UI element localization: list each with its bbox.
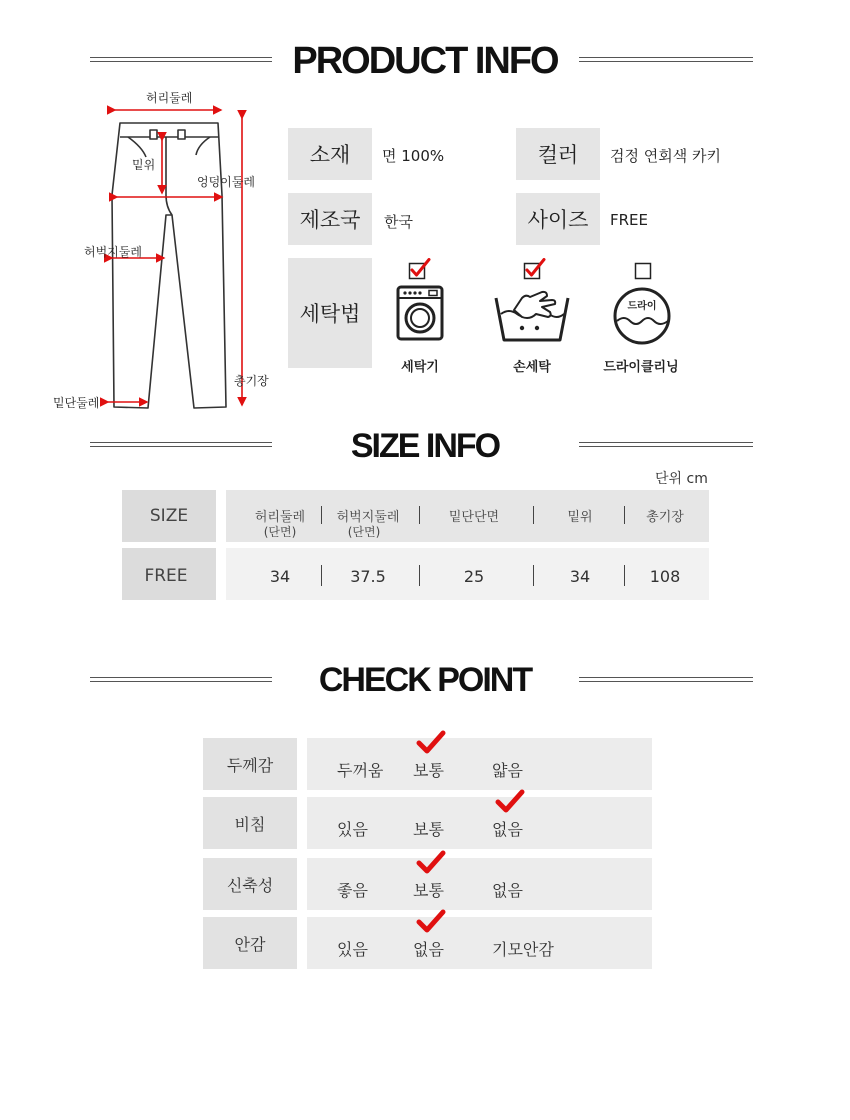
size-col-header: 밑위 bbox=[567, 510, 593, 525]
hand-wash-icon bbox=[492, 290, 572, 344]
col-separator bbox=[321, 565, 322, 586]
check-row-label: 두께감 bbox=[203, 738, 297, 790]
col-separator bbox=[533, 506, 534, 524]
col-separator bbox=[321, 506, 322, 524]
check-row-label: 신축성 bbox=[203, 858, 297, 910]
measure-thigh: 허벅지둘레 bbox=[84, 245, 142, 259]
size-value-cell: 34 bbox=[569, 567, 591, 586]
size-header-label: SIZE bbox=[149, 506, 189, 526]
dry-clean-icon-text: 드라이 bbox=[627, 301, 657, 312]
pants-diagram bbox=[0, 85, 290, 420]
check-option: 없음 bbox=[492, 820, 523, 839]
check-option: 보통 bbox=[413, 820, 444, 839]
size-col-header: 허벅지둘레 bbox=[336, 510, 400, 525]
check-option: 두꺼움 bbox=[337, 761, 384, 780]
field-label-origin: 제조국 bbox=[288, 193, 372, 245]
size-value-cell: 108 bbox=[649, 567, 681, 586]
check-mark-icon bbox=[416, 850, 446, 876]
checkbox-checked-icon bbox=[408, 258, 432, 280]
field-value-material: 면 100% bbox=[382, 147, 445, 165]
size-col-subheader: (단면) bbox=[347, 525, 381, 539]
checkbox-checked-icon bbox=[523, 258, 547, 280]
size-value-cell: 34 bbox=[269, 567, 291, 586]
check-option: 없음 bbox=[492, 881, 523, 900]
field-label-size: 사이즈 bbox=[516, 193, 600, 245]
care-item-label-handwash: 손세탁 bbox=[513, 360, 551, 375]
check-option: 기모안감 bbox=[492, 940, 554, 959]
size-col-subheader: (단면) bbox=[263, 525, 297, 539]
measure-waist: 허리둘레 bbox=[146, 91, 193, 105]
unit-label: 단위 cm bbox=[655, 471, 708, 487]
field-value-origin: 한국 bbox=[384, 213, 413, 231]
check-option: 있음 bbox=[337, 820, 368, 839]
col-separator bbox=[419, 506, 420, 524]
size-col-header: 허리둘레 bbox=[254, 510, 306, 525]
col-separator bbox=[533, 565, 534, 586]
check-option: 좋음 bbox=[337, 881, 368, 900]
washing-machine-icon bbox=[396, 285, 444, 341]
check-mark-icon bbox=[416, 909, 446, 935]
check-option: 얇음 bbox=[492, 761, 523, 780]
col-separator bbox=[419, 565, 420, 586]
field-value-color: 검정 연회색 카키 bbox=[610, 147, 721, 165]
size-col-header: 밑단단면 bbox=[448, 510, 500, 525]
care-label: 세탁법 bbox=[288, 258, 372, 368]
check-point-title: CHECK POINT bbox=[318, 661, 532, 699]
field-label-material: 소재 bbox=[288, 128, 372, 180]
size-info-title: SIZE INFO bbox=[350, 427, 500, 465]
check-option: 보통 bbox=[413, 881, 444, 900]
measure-hip: 엉덩이둘레 bbox=[197, 175, 255, 189]
dry-clean-icon bbox=[612, 285, 672, 347]
measure-hem: 밑단둘레 bbox=[53, 396, 100, 410]
checkbox-empty-icon bbox=[633, 258, 657, 280]
field-value-size: FREE bbox=[610, 211, 649, 229]
check-row-label: 안감 bbox=[203, 917, 297, 969]
size-value-cell: 25 bbox=[463, 567, 485, 586]
size-value-cell: 37.5 bbox=[350, 567, 386, 586]
care-item-label-dryclean: 드라이클리닝 bbox=[603, 360, 679, 375]
field-label-color: 컬러 bbox=[516, 128, 600, 180]
measure-rise: 밑위 bbox=[132, 158, 156, 172]
check-option: 보통 bbox=[413, 761, 444, 780]
product-info-title: PRODUCT INFO bbox=[292, 40, 558, 82]
size-row-label: FREE bbox=[144, 566, 188, 586]
check-option: 있음 bbox=[337, 940, 368, 959]
size-col-header: 총기장 bbox=[646, 510, 684, 525]
care-item-label-washer: 세탁기 bbox=[401, 360, 439, 375]
measure-total: 총기장 bbox=[234, 374, 269, 388]
check-mark-icon bbox=[416, 730, 446, 756]
check-mark-icon bbox=[495, 789, 525, 815]
pants-outline bbox=[112, 123, 226, 408]
check-row-label: 비침 bbox=[203, 797, 297, 849]
check-option: 없음 bbox=[413, 940, 444, 959]
